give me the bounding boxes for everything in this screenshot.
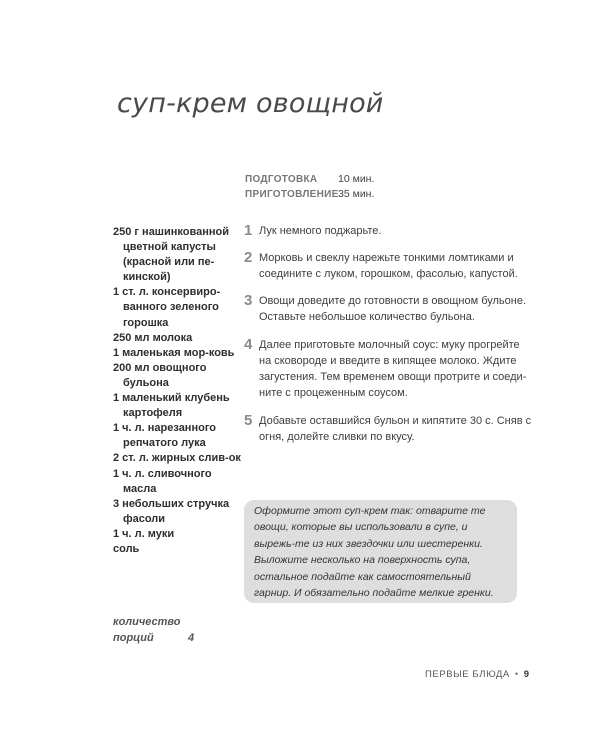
ingredient-item: 2 ст. л. жирных слив-ок [113, 452, 241, 465]
step-text: Далее приготовьте молочный соус: муку прогрейте на сковороде и введите в кипящее молоко. Ждите загустения. Тем временем овощи протрите и соеди-ните с процеженным соусом. [259, 339, 527, 399]
cook-time-label: ПРИГОТОВЛЕНИЕ [245, 189, 339, 200]
ingredient-item: 1 маленький клубень картофеля [113, 392, 230, 420]
ingredient-item: 250 мл молока [113, 331, 193, 344]
step-item [244, 223, 381, 239]
servings-block [113, 614, 198, 646]
section-name: ПЕРВЫЕ БЛЮДА [425, 669, 510, 680]
ingredient-item: 1 маленькая мор-ковь [113, 346, 235, 359]
page-footer [425, 669, 529, 680]
prep-time-label: ПОДГОТОВКА [245, 174, 318, 185]
step-number: 2 [244, 249, 253, 266]
step-item [244, 293, 534, 325]
step-text: Добавьте оставшийся бульон и кипятите 30 с. Сняв с огня, долейте сливки по вкусу. [259, 415, 532, 443]
ingredient-item: 1 ч. л. муки [113, 527, 175, 540]
ingredient-item: 3 небольших стручка фасоли [113, 497, 230, 525]
ingredient-item: 1 ч. л. нарезанного репчатого лука [113, 422, 216, 450]
step-text: Овощи доведите до готовности в овощном бульоне. Оставьте небольшое количество бульона. [259, 295, 527, 323]
serving-tip-box [244, 500, 517, 603]
step-item [244, 337, 534, 401]
recipe-title: суп-крем овощной [117, 88, 384, 119]
servings-count: 4 [188, 632, 195, 644]
step-item [244, 250, 534, 282]
prep-time-row [245, 172, 374, 187]
footer-separator: • [514, 669, 519, 680]
step-number: 1 [244, 222, 253, 239]
servings-label: количество порций [113, 616, 181, 644]
cook-time-row [245, 187, 374, 202]
step-item [244, 413, 534, 445]
cook-time-value: 35 мин. [338, 188, 375, 200]
serving-tip-text: Оформите этот суп-крем так: отварите те овощи, которые вы использовали в супе, и вырежь-те из них звездочки или шестеренки. Выложите несколько на поверхность супа, остальное подайте как самостоятельный гарнир. И обязательно подайте мелкие гренки. [254, 505, 494, 600]
ingredient-item: 1 ч. л. сливочного масла [113, 467, 212, 495]
step-number: 3 [244, 292, 253, 309]
ingredient-item: 1 ст. л. консервиро-ванного зеленого горошка [113, 286, 221, 329]
ingredient-item: 200 мл овощного бульона [113, 361, 207, 389]
ingredients-list [113, 225, 243, 557]
step-number: 5 [244, 412, 253, 429]
timing-block [245, 172, 374, 202]
ingredient-item: соль [113, 542, 140, 555]
step-text: Лук немного поджарьте. [259, 225, 382, 237]
page-number: 9 [523, 669, 530, 680]
step-number: 4 [244, 336, 253, 353]
step-text: Морковь и свеклу нарежьте тонкими ломтиками и соедините с луком, горошком, фасолью, капустой. [259, 252, 518, 280]
prep-time-value: 10 мин. [338, 173, 375, 185]
ingredient-item: 250 г нашинкованной цветной капусты (красной или пе-кинской) [113, 226, 229, 284]
